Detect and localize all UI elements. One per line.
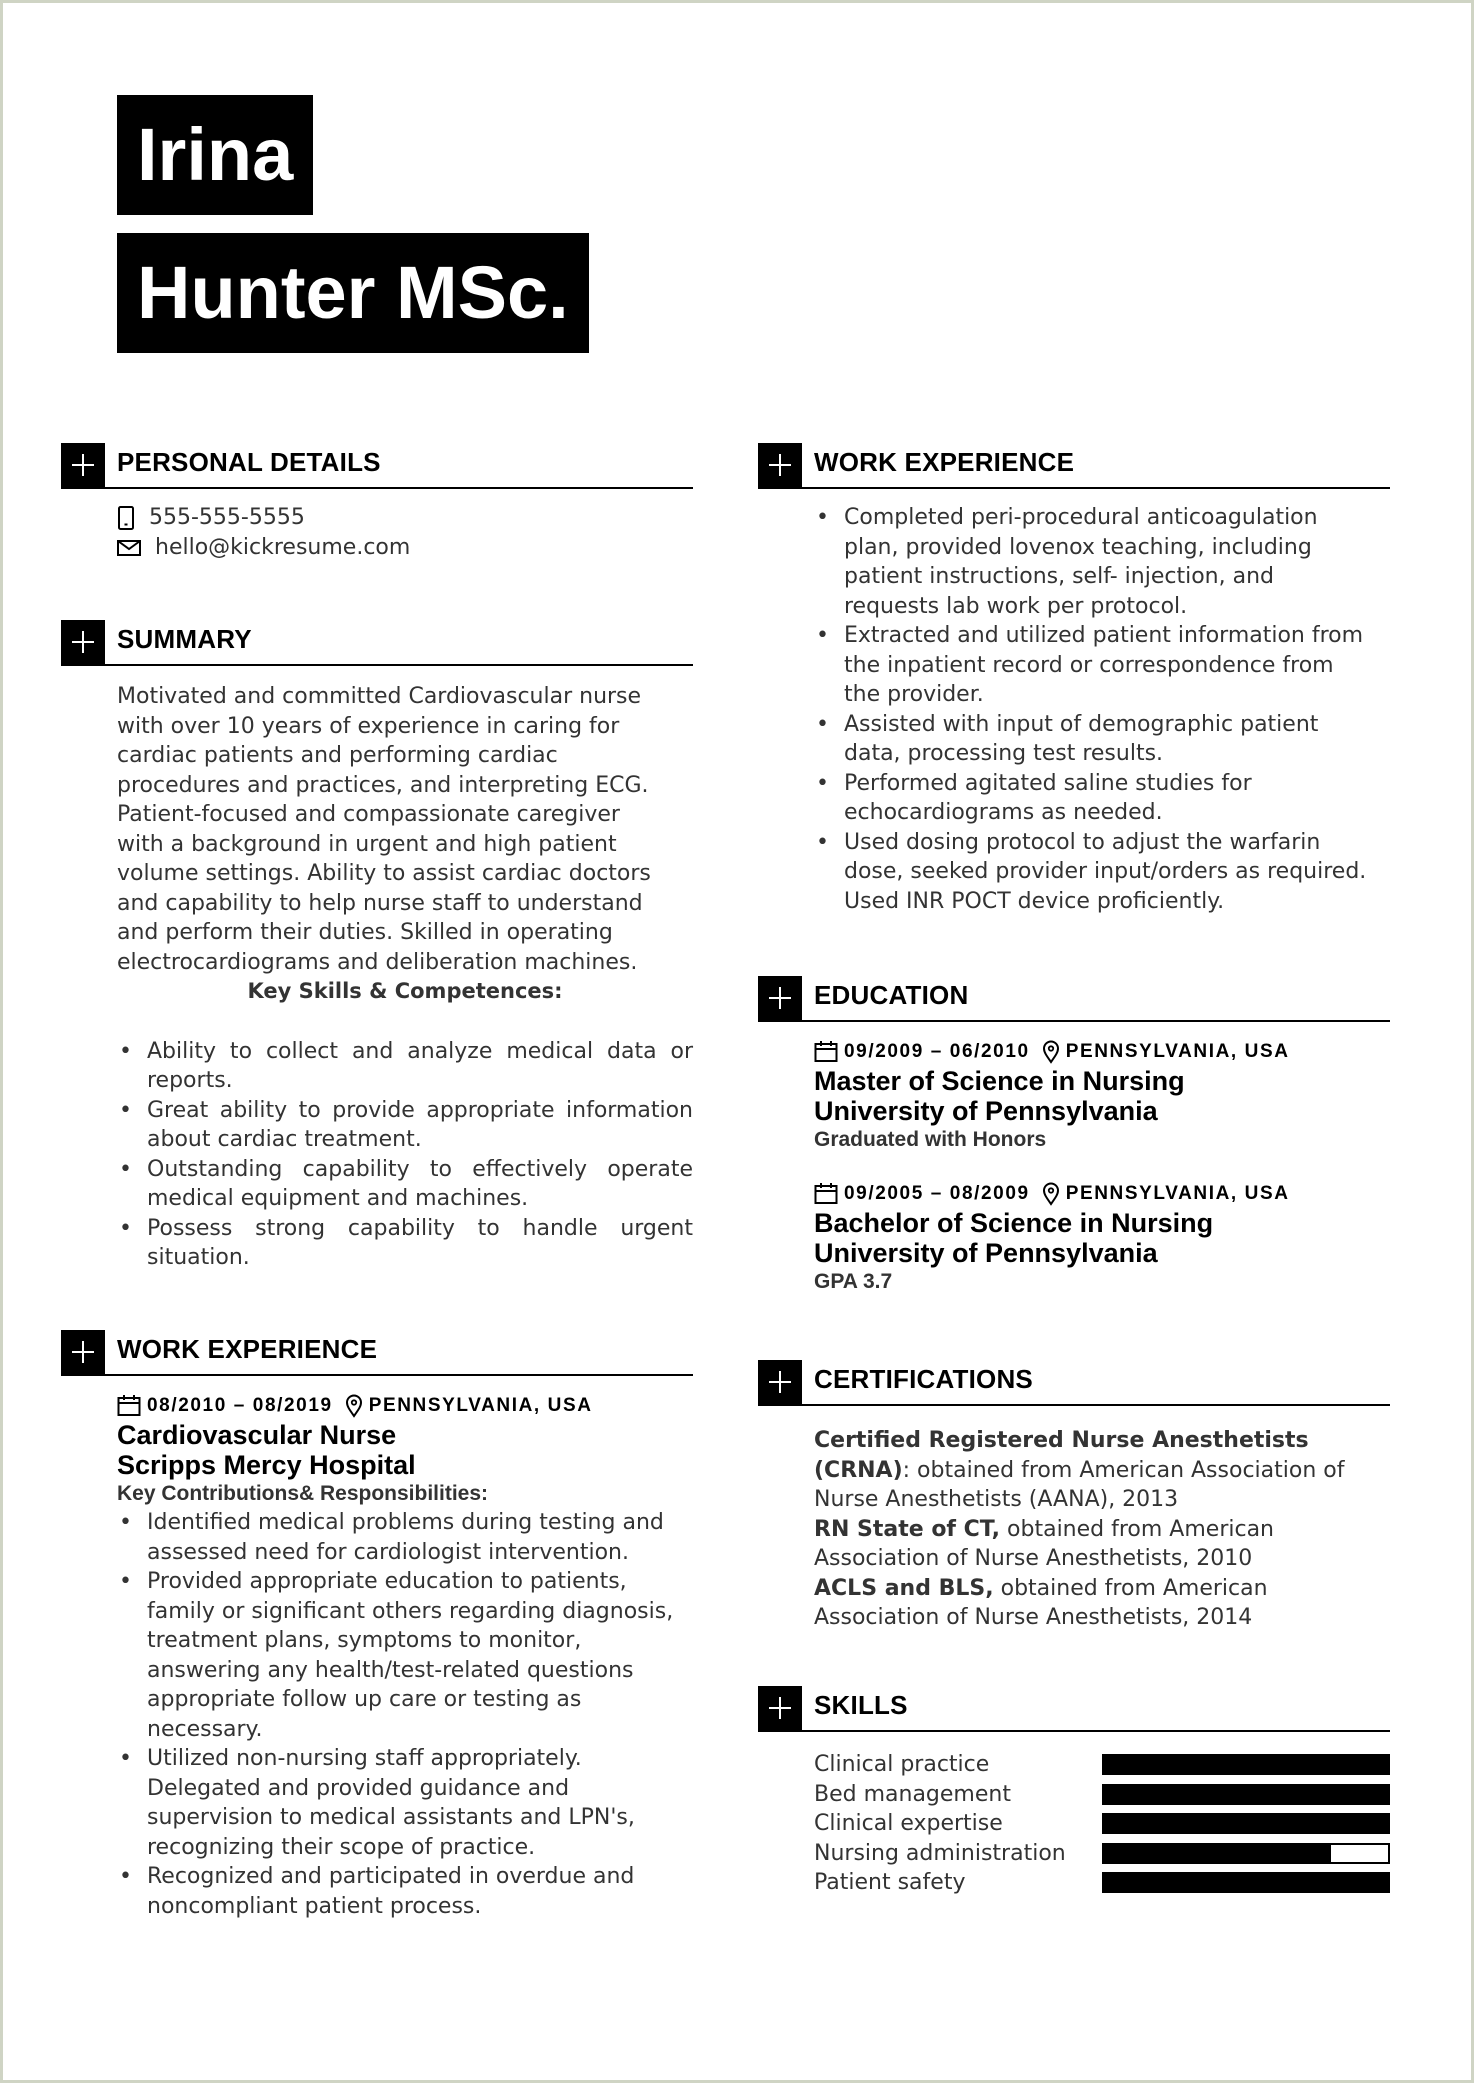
skill-level-bar	[1102, 1784, 1390, 1805]
section-title: EDUCATION	[814, 980, 969, 1010]
phone-number[interactable]: 555-555-5555	[149, 505, 305, 531]
skill-level-fill	[1104, 1845, 1331, 1862]
certification-name: Certified Registered Nurse Anesthetists (CRNA)	[814, 1428, 1309, 1483]
education-dates: 09/2005 – 08/2009	[844, 1183, 1030, 1205]
work-experience-continued-section	[758, 443, 1390, 916]
email-address[interactable]: hello@kickresume.com	[155, 535, 411, 561]
list-item: • Completed peri-procedural anticoagulation plan, provided lovenox teaching, including patient instructions, self- injection, and requests lab work per protocol.	[814, 503, 1374, 621]
section-header	[758, 1686, 1390, 1732]
skill-name: Bed management	[814, 1781, 1011, 1807]
skill-level-bar	[1102, 1872, 1390, 1893]
certification-detail: obtained from American Association of Nurse Anesthetists, 2010	[814, 1516, 1275, 1571]
calendar-icon	[814, 1041, 838, 1063]
calendar-icon	[117, 1395, 141, 1417]
location-pin-icon	[1042, 1182, 1060, 1206]
skill-level-fill	[1104, 1786, 1388, 1803]
plus-icon	[758, 1360, 802, 1404]
job-role: Cardiovascular Nurse	[117, 1420, 397, 1450]
job-dates: 08/2010 – 08/2019	[147, 1395, 333, 1417]
list-item: • Possess strong capability to handle urgent situation.	[117, 1214, 693, 1273]
certification-detail: obtained from American Association of Nurse Anesthetists, 2014	[814, 1575, 1268, 1630]
phone-icon	[117, 506, 135, 530]
education-entry	[814, 1180, 1390, 1296]
section-title: SKILLS	[814, 1690, 908, 1720]
certifications-section	[758, 1360, 1390, 1633]
skill-name: Nursing administration	[814, 1840, 1066, 1866]
plus-icon	[758, 443, 802, 487]
personal-details-section	[61, 443, 693, 563]
mail-icon	[117, 539, 141, 557]
education-dates: 09/2009 – 06/2010	[844, 1041, 1030, 1063]
first-name: Irina	[117, 95, 313, 215]
education-section	[758, 976, 1390, 1296]
summary-line: and capability to help nurse staff to understand	[117, 890, 643, 916]
list-item: • Utilized non-nursing staff appropriately. Delegated and provided guidance and supervision to medical assistants and LPN's, recognizing their scope of practice.	[117, 1744, 677, 1862]
plus-icon	[61, 620, 105, 664]
responsibilities-list	[814, 503, 1374, 916]
list-item: • Outstanding capability to effectively operate medical equipment and machines.	[117, 1155, 693, 1214]
employer-name: Scripps Mercy Hospital	[117, 1450, 416, 1480]
skill-row	[814, 1868, 1390, 1898]
degree-title: Master of Science in Nursing	[814, 1066, 1185, 1096]
last-name: Hunter MSc.	[117, 233, 589, 353]
education-meta	[814, 1180, 1390, 1208]
summary-line: Motivated and committed Cardiovascular nurse	[117, 684, 642, 709]
list-item: • Performed agitated saline studies for echocardiograms as needed.	[814, 769, 1374, 828]
phone-line	[117, 503, 693, 533]
summary-line: Patient-focused and compassionate caregiver	[117, 802, 620, 827]
education-location: PENNSYLVANIA, USA	[1065, 1183, 1290, 1205]
certification-item	[814, 1574, 1394, 1633]
certification-name: RN State of CT,	[814, 1516, 1001, 1542]
list-item: • Assisted with input of demographic patient data, processing test results.	[814, 710, 1374, 769]
section-header	[758, 443, 1390, 489]
section-header	[61, 620, 693, 666]
education-entry	[814, 1038, 1390, 1154]
skill-level-bar	[1102, 1843, 1390, 1864]
section-title: SUMMARY	[117, 624, 252, 654]
list-item: • Provided appropriate education to patients, family or significant others regarding diagnosis, treatment plans, symptoms to monitor, answering any health/test-related questions appropriate follow up care or testing as necessary.	[117, 1567, 677, 1744]
section-title: WORK EXPERIENCE	[814, 447, 1075, 477]
skill-row	[814, 1780, 1390, 1810]
section-header	[61, 443, 693, 489]
section-title: CERTIFICATIONS	[814, 1364, 1033, 1394]
summary-line: with over 10 years of experience in caring for	[117, 713, 620, 739]
plus-icon	[61, 443, 105, 487]
skill-level-fill	[1104, 1874, 1388, 1891]
list-item: • Identified medical problems during testing and assessed need for cardiologist intervention.	[117, 1508, 677, 1567]
key-skills-title: Key Skills & Competences:	[247, 979, 563, 1003]
plus-icon	[61, 1330, 105, 1374]
skill-row	[814, 1839, 1390, 1869]
skill-name: Patient safety	[814, 1870, 966, 1895]
section-title: PERSONAL DETAILS	[117, 447, 381, 477]
education-note: Graduated with Honors	[814, 1128, 1047, 1151]
skill-name: Clinical expertise	[814, 1811, 1003, 1836]
calendar-icon	[814, 1183, 838, 1205]
skill-level-fill	[1104, 1815, 1388, 1832]
school-name: University of Pennsylvania	[814, 1238, 1158, 1268]
school-name: University of Pennsylvania	[814, 1096, 1158, 1126]
skill-level-bar	[1102, 1813, 1390, 1834]
section-title: WORK EXPERIENCE	[117, 1334, 378, 1364]
plus-icon	[758, 976, 802, 1020]
certification-detail: : obtained from American Association of Nurse Anesthetists (AANA), 2013	[814, 1457, 1345, 1512]
summary-line: and perform their duties. Skilled in operating	[117, 920, 613, 945]
key-skills-list	[117, 1037, 693, 1273]
section-header	[758, 976, 1390, 1022]
skills-section	[758, 1686, 1390, 1898]
job-meta	[117, 1392, 693, 1420]
summary-section	[61, 620, 693, 1273]
responsibilities-heading: Key Contributions& Responsibilities:	[117, 1482, 489, 1505]
skill-row	[814, 1750, 1390, 1780]
summary-line: electrocardiograms and deliberation machines.	[117, 949, 638, 975]
skill-row	[814, 1809, 1390, 1839]
location-pin-icon	[345, 1394, 363, 1418]
location-pin-icon	[1042, 1040, 1060, 1064]
list-item: • Extracted and utilized patient information from the inpatient record or correspondence from the provider.	[814, 621, 1374, 710]
education-note: GPA 3.7	[814, 1270, 893, 1293]
skill-level-fill	[1104, 1756, 1388, 1773]
skill-name: Clinical practice	[814, 1752, 990, 1777]
plus-icon	[758, 1686, 802, 1730]
skill-level-bar	[1102, 1754, 1390, 1775]
summary-line: volume settings. Ability to assist cardiac doctors	[117, 861, 651, 886]
list-item: • Great ability to provide appropriate information about cardiac treatment.	[117, 1096, 693, 1155]
list-item: • Ability to collect and analyze medical data or reports.	[117, 1037, 693, 1096]
certification-item	[814, 1515, 1394, 1574]
list-item: • Recognized and participated in overdue and noncompliant patient process.	[117, 1862, 677, 1921]
section-header	[61, 1330, 693, 1376]
summary-line: cardiac patients and performing cardiac	[117, 743, 558, 768]
education-meta	[814, 1038, 1390, 1066]
summary-text	[117, 682, 693, 977]
list-item: • Used dosing protocol to adjust the warfarin dose, seeked provider input/orders as required. Used INR POCT device proficiently.	[814, 828, 1374, 917]
summary-line: with a background in urgent and high patient	[117, 831, 617, 857]
certification-name: ACLS and BLS,	[814, 1575, 994, 1601]
education-location: PENNSYLVANIA, USA	[1065, 1041, 1290, 1063]
job-location: PENNSYLVANIA, USA	[368, 1395, 593, 1417]
email-line	[117, 533, 693, 563]
summary-line: procedures and practices, and interpreting ECG.	[117, 772, 649, 798]
certification-item	[814, 1426, 1394, 1515]
section-header	[758, 1360, 1390, 1406]
responsibilities-list	[117, 1508, 677, 1921]
degree-title: Bachelor of Science in Nursing	[814, 1208, 1214, 1238]
work-experience-section	[61, 1330, 693, 1921]
